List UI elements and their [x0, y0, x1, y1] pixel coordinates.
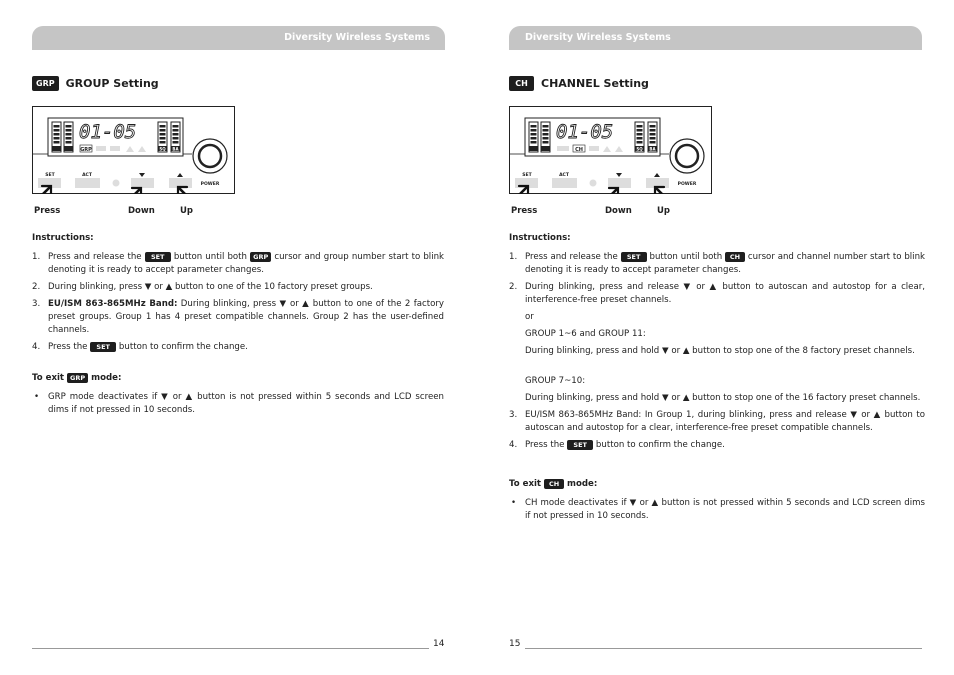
set-button-icon: SET — [567, 440, 593, 450]
step-2: 2. During blinking, press ▼ or ▲ button to one of the 10 factory preset groups. — [32, 282, 373, 292]
page-number: 14 — [433, 639, 445, 649]
group-2-heading: GROUP 7~10: — [525, 376, 586, 386]
exit-note: • CH mode deactivates if ▼ or ▲ button is not pressed within 5 seconds and LCD screen dims if not pressed in 10 seconds. — [511, 498, 925, 521]
lcd-dim-segment — [557, 146, 569, 151]
exit-heading: To exit CH mode: — [509, 479, 598, 489]
device-callouts — [509, 206, 709, 218]
lcd-mode-label: GRP — [80, 147, 92, 153]
act-label: ACT — [82, 173, 92, 178]
set-label: SET — [45, 173, 55, 178]
instructions-heading: Instructions: — [509, 233, 571, 243]
indicator-led — [590, 180, 597, 187]
power-label: POWER — [677, 182, 697, 187]
exit-heading: To exit GRP mode: — [32, 373, 122, 383]
lcd-ba-label: BA — [172, 146, 179, 152]
down-key — [608, 178, 631, 188]
ch-tag: CH — [509, 76, 534, 91]
receiver-panel-illustration — [509, 106, 712, 194]
header-bar — [32, 26, 445, 50]
step-4: 4. Press the SET button to confirm the change. — [509, 440, 725, 450]
act-key — [552, 178, 577, 188]
header-title: Diversity Wireless Systems — [525, 32, 671, 43]
act-key — [75, 178, 100, 188]
lcd-dim-segment — [589, 146, 599, 151]
lcd-dim-segment — [110, 146, 120, 151]
footer-rule — [525, 648, 922, 649]
receiver-panel-illustration — [32, 106, 235, 194]
instructions — [32, 232, 444, 417]
power-knob-inner — [199, 145, 221, 167]
step-4: 4. Press the SET button to confirm the change. — [32, 342, 248, 352]
group-1-text: During blinking, press and hold ▼ or ▲ button to stop one of the 8 factory preset channels. — [525, 346, 915, 356]
lcd-sq-label: SQ — [159, 146, 166, 152]
set-button-icon: SET — [90, 342, 116, 352]
up-callout: Up — [180, 206, 193, 216]
rf-meter-a — [52, 122, 61, 152]
rf-meter-b — [541, 122, 550, 152]
lcd-mode-label: CH — [575, 147, 583, 153]
power-knob-inner — [676, 145, 698, 167]
group-1-heading: GROUP 1~6 and GROUP 11: — [525, 329, 646, 339]
step-1: 1. Press and release the SET button until both GRP cursor and group number start to blink denoting it is ready to accept parameter changes. — [32, 252, 445, 275]
device-callouts — [32, 206, 232, 218]
press-callout: Press — [34, 206, 61, 216]
footer-rule — [32, 648, 429, 649]
steps-list-continued — [509, 409, 925, 452]
grp-icon: GRP — [250, 252, 271, 262]
steps-list — [509, 251, 925, 307]
rf-meter-a — [529, 122, 538, 152]
down-callout: Down — [605, 206, 632, 216]
instructions — [509, 232, 925, 523]
section-title: CHANNEL Setting — [541, 77, 649, 90]
down-callout: Down — [128, 206, 155, 216]
press-callout: Press — [511, 206, 538, 216]
indicator-led — [113, 180, 120, 187]
step-2: 2. During blinking, press and release ▼ or ▲ button to autoscan and autostop for a clear, interference-free preset channels. — [509, 282, 925, 305]
steps-list — [32, 251, 444, 354]
grp-tag: GRP — [32, 76, 59, 91]
ch-icon: CH — [544, 479, 564, 489]
section-heading — [32, 76, 159, 91]
set-button-icon: SET — [621, 252, 647, 262]
section-heading — [509, 76, 649, 91]
header-bar — [509, 26, 922, 50]
lcd-sq-label: SQ — [636, 146, 643, 152]
or-text: or — [525, 312, 534, 322]
power-label: POWER — [200, 182, 220, 187]
up-callout: Up — [657, 206, 670, 216]
step-3: 3. EU/ISM 863-865MHz Band: In Group 1, during blinking, press and release ▼ or ▲ button to autoscan and autostop for a clear, interference-free preset compatible channels. — [509, 410, 925, 433]
instructions-heading: Instructions: — [32, 233, 94, 243]
grp-icon: GRP — [67, 373, 88, 383]
section-title: GROUP Setting — [65, 77, 159, 90]
set-button-icon: SET — [145, 252, 171, 262]
lcd-readout: 01-05 — [556, 121, 614, 143]
step-1: 1. Press and release the SET button until both CH cursor and channel number start to blink denoting it is ready to accept parameter changes. — [509, 252, 925, 275]
rf-meter-b — [64, 122, 73, 152]
header-title: Diversity Wireless Systems — [284, 32, 430, 43]
step-3: 3. EU/ISM 863-865MHz Band: During blinking, press ▼ or ▲ button to one of the 2 factory preset groups. Group 1 has 4 preset compatible channels. Group 2 has the user-defined channels. — [32, 299, 444, 335]
exit-note: • GRP mode deactivates if ▼ or ▲ button is not pressed within 5 seconds and LCD screen dims if not pressed in 10 seconds. — [34, 392, 444, 415]
ch-icon: CH — [725, 252, 745, 262]
lcd-readout: 01-05 — [79, 121, 137, 143]
group-2-text: During blinking, press and hold ▼ or ▲ button to stop one of the 16 factory preset channels. — [525, 393, 921, 403]
page-number: 15 — [509, 639, 521, 649]
page-15 — [477, 0, 954, 675]
lcd-ba-label: BA — [649, 146, 656, 152]
down-key — [131, 178, 154, 188]
act-label: ACT — [559, 173, 569, 178]
lcd-dim-segment — [96, 146, 106, 151]
step-2-details — [509, 311, 925, 405]
set-label: SET — [522, 173, 532, 178]
